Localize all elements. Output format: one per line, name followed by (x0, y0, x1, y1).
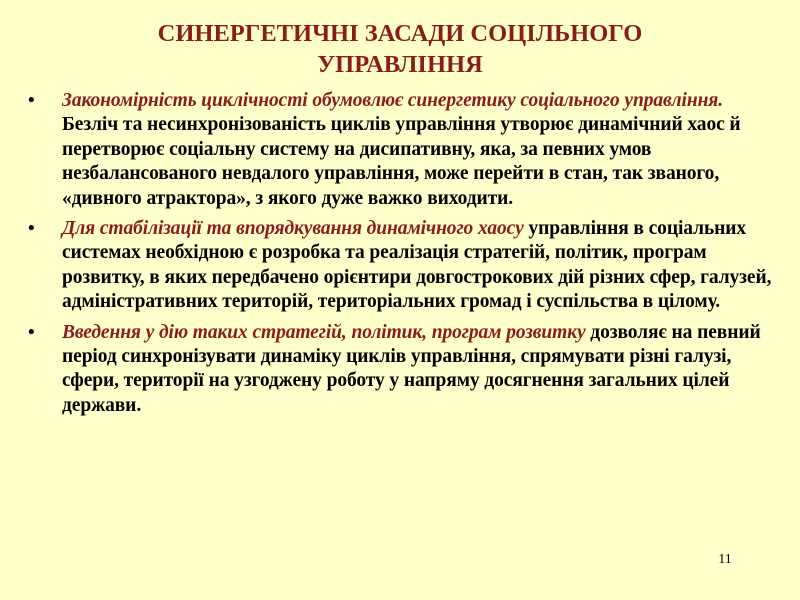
bullet-marker: • (28, 218, 35, 240)
bullet-3-text: дозволяє на певний період синхронізувати динаміку циклів управління, спрямувати різні галузі, сфери, території на узгоджену роботу у напряму досягнення загальних цілей держави. (62, 321, 761, 416)
bullet-3-lead: Введення у дію таких стратегій, політик, програм розвитку (62, 321, 586, 343)
bullet-2-text: управління в соціальних системах необхідною є розробка та реалізація стратегій, політик, програм розвитку, в яких передбачено орієнтири довгострокових дій різних сфер, галузей, адміністративних територій, територіальних громад і суспільства в цілому. (62, 218, 772, 313)
bullet-2-lead: Для стабілізації та впорядкування динамічного хаосу (62, 218, 524, 240)
slide-title (100, 18, 700, 80)
bullet-item-3 (28, 321, 778, 419)
title-line-2: УПРАВЛІННЯ (317, 51, 483, 78)
bullet-item-1 (28, 89, 778, 211)
page-number: 11 (718, 552, 732, 567)
title-line-1: СИНЕРГЕТИЧНІ ЗАСАДИ СОЦІЛЬНОГО (157, 20, 643, 47)
bullet-1-text: Безліч та несинхронізованість циклів управління утворює динамічний хаос й перетворює соціальну систему на дисипативну, яка, за певних умов незбалансованого невдалого управління, може перейти в стан, так званого, «дивного атрактора», з якого дуже важко виходити. (62, 114, 741, 209)
bullet-list (28, 89, 778, 424)
bullet-marker: • (28, 321, 35, 343)
bullet-1-lead: Закономірність циклічності обумовлює синергетику соціального управління. (62, 90, 724, 111)
bullet-item-2 (28, 217, 778, 315)
bullet-marker: • (28, 90, 35, 111)
